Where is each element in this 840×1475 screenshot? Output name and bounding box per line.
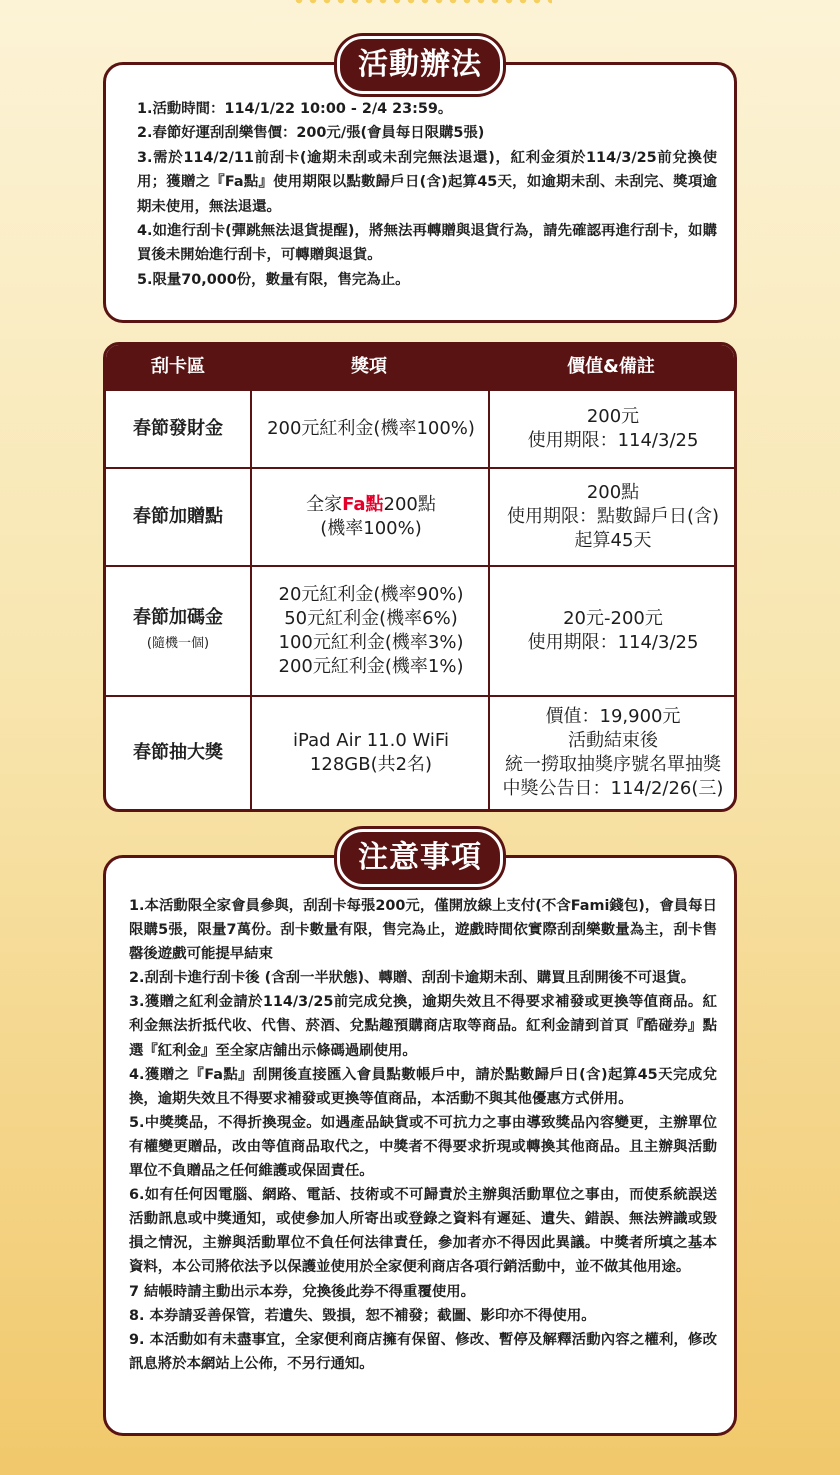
notes-title: 注意事項 bbox=[337, 829, 503, 887]
notes-item: 4.獲贈之『Fa點』刮開後直接匯入會員點數帳戶中，請於點數歸戶日(含)起算45天完成兌換，逾期失效且不得要求補發或更換等值商品，本活動不與其他優惠方式併用。 bbox=[129, 1066, 717, 1107]
value-cell bbox=[488, 697, 736, 809]
prize-line: 20元紅利金(機率90%) bbox=[278, 584, 464, 605]
zone-name: 春節加碼金 bbox=[133, 607, 223, 628]
notes-item: 1.本活動限全家會員參與，刮刮卡每張200元，僅開放線上支付(不含Fami錢包)，會員每日限購5張，限量7萬份。刮卡數量有限，售完為止，遊戲時間依實際刮刮樂數量為主，刮卡售罄後遊戲可能提早結束 bbox=[129, 898, 717, 963]
value-line: 使用期限：114/3/25 bbox=[527, 632, 699, 653]
zone-name: 春節抽大獎 bbox=[133, 742, 223, 763]
prize-cell bbox=[250, 469, 490, 565]
notes-item: 9. 本活動如有未盡事宜，全家便利商店擁有保留、修改、暫停及解釋活動內容之權利，修改訊息將於本網站上公佈，不另行通知。 bbox=[129, 1331, 717, 1372]
notes-item: 6.如有任何因電腦、網路、電話、技術或不可歸責於主辦與活動單位之事由，而使系統誤送活動訊息或中獎通知，或使參加人所寄出或登錄之資料有遲延、遺失、錯誤、無法辨識或毀損之情況，主辦與活動單位不負任何法律責任，參加者亦不得因此異議。中獎者所填之基本資料，本公司將依法予以保護並使用於全家便利商店各項行銷活動中，並不做其他用途。 bbox=[129, 1187, 717, 1276]
prize-line: 200元紅利金(機率1%) bbox=[278, 656, 464, 677]
prize-prefix: 全家 bbox=[306, 494, 343, 515]
rules-item: 3.需於114/2/11前刮卡(逾期未刮或未刮完無法退還)，紅利金須於114/3/25前兌換使用；獲贈之『Fa點』使用期限以點數歸戶日(含)起算45天，如逾期未刮、未刮完、獎項逾期未使用，無法退還。 bbox=[137, 149, 717, 215]
zone-name: 春節加贈點 bbox=[133, 506, 223, 527]
prize-line bbox=[306, 493, 436, 517]
notes-item: 8. 本券請妥善保管，若遺失、毀損，恕不補發；截圖、影印亦不得使用。 bbox=[129, 1307, 596, 1324]
prize-cell bbox=[250, 697, 490, 809]
header-value: 價值&備註 bbox=[567, 356, 655, 377]
rules-list bbox=[137, 97, 717, 292]
table-row bbox=[106, 389, 734, 467]
zone-note: (隨機一個) bbox=[146, 636, 210, 651]
zone-name: 春節發財金 bbox=[133, 418, 223, 439]
fa-point-brand: Fa點 bbox=[342, 494, 384, 515]
value-line: 中獎公告日：114/2/26(三) bbox=[502, 778, 724, 799]
value-line: 200元 bbox=[586, 406, 640, 427]
prize-line: 200元紅利金(機率100%) bbox=[267, 418, 475, 439]
prize-line: 128GB(共2名) bbox=[309, 754, 433, 775]
prize-line: 100元紅利金(機率3%) bbox=[278, 632, 464, 653]
prize-line: 50元紅利金(機率6%) bbox=[284, 608, 458, 629]
prize-line: (機率100%) bbox=[320, 518, 422, 539]
header-zone: 刮卡區 bbox=[151, 356, 205, 377]
prize-line: iPad Air 11.0 WiFi bbox=[293, 730, 449, 751]
rules-item: 2.春節好運刮刮樂售價：200元/張(會員每日限購5張) bbox=[137, 125, 485, 142]
value-line: 使用期限：點數歸戶日(含) bbox=[506, 506, 720, 527]
prize-cell bbox=[250, 391, 490, 467]
value-line: 價值：19,900元 bbox=[545, 706, 681, 727]
rules-item: 1.活動時間：114/1/22 10:00 - 2/4 23:59。 bbox=[137, 101, 453, 117]
top-decoration-dots bbox=[292, 0, 552, 6]
table-header bbox=[106, 345, 734, 389]
table-row bbox=[106, 467, 734, 565]
notes-item: 3.獲贈之紅利金請於114/3/25前完成兌換，逾期失效且不得要求補發或更換等值商品。紅利金無法折抵代收、代售、菸酒、兌點趣預購商店取等商品。紅利金請到首頁『酷碰券』點選『紅利金』至全家店舖出示條碼過刷使用。 bbox=[129, 994, 717, 1059]
value-line: 活動結束後 bbox=[568, 730, 658, 751]
notes-list bbox=[129, 894, 717, 1376]
table-row bbox=[106, 565, 734, 695]
header-prize: 獎項 bbox=[351, 356, 387, 377]
value-line: 起算45天 bbox=[574, 530, 652, 551]
rules-title: 活動辦法 bbox=[337, 36, 503, 94]
notes-item: 5.中獎獎品，不得折換現金。如遇產品缺貨或不可抗力之事由導致獎品內容變更，主辦單位有權變更贈品，改由等值商品取代之，中獎者不得要求折現或轉換其他商品。且主辦與活動單位不負贈品之任何維護或保固責任。 bbox=[129, 1114, 717, 1180]
value-cell bbox=[488, 567, 736, 695]
notes-item: 2.刮刮卡進行刮卡後 (含刮一半狀態)、轉贈、刮刮卡逾期未刮、購買且刮開後不可退貨。 bbox=[129, 970, 696, 987]
value-line: 統一撈取抽獎序號名單抽獎 bbox=[505, 754, 721, 775]
value-line: 20元-200元 bbox=[563, 608, 663, 629]
prize-table bbox=[103, 342, 737, 812]
value-line: 使用期限：114/3/25 bbox=[527, 430, 699, 451]
value-cell bbox=[488, 391, 736, 467]
zone-cell bbox=[106, 567, 250, 695]
zone-cell bbox=[106, 697, 250, 809]
zone-cell bbox=[106, 391, 250, 467]
value-line: 200點 bbox=[586, 482, 640, 503]
zone-cell bbox=[106, 469, 250, 565]
rules-item: 4.如進行刮卡(彈跳無法退貨提醒)，將無法再轉贈與退貨行為，請先確認再進行刮卡，如購買後未開始進行刮卡，可轉贈與退貨。 bbox=[137, 223, 717, 264]
prize-cell bbox=[250, 567, 490, 695]
rules-item: 5.限量70,000份，數量有限，售完為止。 bbox=[137, 271, 410, 288]
table-row bbox=[106, 695, 734, 809]
notes-item: 7 結帳時請主動出示本券，兌換後此券不得重覆使用。 bbox=[129, 1283, 476, 1300]
prize-suffix: 200點 bbox=[383, 494, 436, 515]
value-cell bbox=[488, 469, 736, 565]
